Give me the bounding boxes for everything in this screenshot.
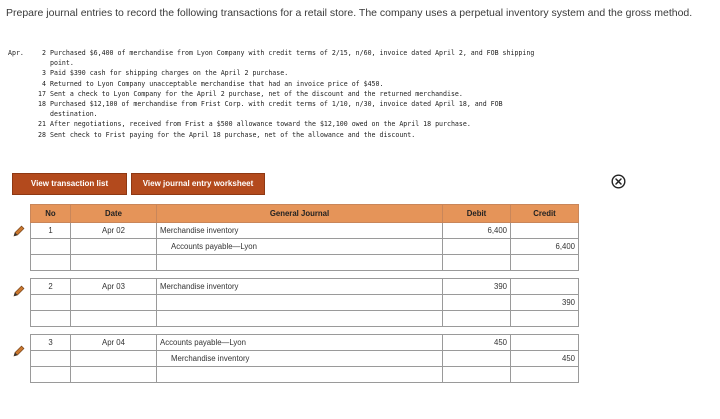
entry-number-cell bbox=[31, 255, 71, 271]
col-header-date: Date bbox=[71, 205, 157, 223]
transaction-month bbox=[8, 68, 32, 78]
transaction-day bbox=[32, 58, 50, 68]
credit-cell: 390 bbox=[511, 295, 579, 311]
transaction-line bbox=[8, 79, 712, 89]
close-icon[interactable] bbox=[611, 174, 626, 189]
debit-cell: 6,400 bbox=[443, 223, 511, 239]
entry-gap bbox=[31, 271, 579, 279]
edit-entry-pencil-icon[interactable] bbox=[12, 224, 26, 238]
transaction-day: 21 bbox=[38, 120, 46, 129]
transaction-text: Paid $390 cash for shipping charges on the April 2 purchase. bbox=[50, 69, 289, 78]
credit-cell bbox=[511, 223, 579, 239]
credit-cell bbox=[511, 367, 579, 383]
transaction-month bbox=[8, 89, 32, 99]
credit-cell bbox=[511, 335, 579, 351]
transaction-text: Sent a check to Lyon Company for the April 2 purchase, net of the discount and the returned merchandise. bbox=[50, 89, 463, 98]
entry-number-cell bbox=[31, 239, 71, 255]
transaction-text: Purchased $6,400 of merchandise from Lyon Company with credit terms of 2/15, n/60, invoice dated April 2, and FOB shipping bbox=[50, 49, 535, 57]
transaction-list bbox=[8, 48, 712, 140]
gap-cell bbox=[71, 327, 157, 335]
debit-cell bbox=[443, 367, 511, 383]
edit-entry-pencil-icon[interactable] bbox=[12, 344, 26, 358]
entry-date-cell bbox=[71, 295, 157, 311]
debit-cell bbox=[443, 351, 511, 367]
account-cell bbox=[157, 295, 443, 311]
credit-cell bbox=[511, 255, 579, 271]
table-row bbox=[31, 255, 579, 271]
view-transaction-list-button[interactable]: View transaction list bbox=[12, 173, 127, 195]
gap-cell bbox=[443, 271, 511, 279]
table-row bbox=[31, 279, 579, 295]
table-row bbox=[31, 335, 579, 351]
transaction-day: 28 bbox=[38, 130, 46, 139]
debit-cell: 390 bbox=[443, 279, 511, 295]
debit-cell bbox=[443, 311, 511, 327]
transaction-day: 17 bbox=[38, 89, 46, 98]
gap-cell bbox=[511, 327, 579, 335]
transaction-text: Purchased $12,100 of merchandise from Frist Corp. with credit terms of 1/10, n/30, invoice dated April 18, and FOB bbox=[50, 100, 503, 109]
account-cell: Accounts payable—Lyon bbox=[157, 335, 443, 351]
account-cell: Merchandise inventory bbox=[157, 279, 443, 295]
credit-cell: 450 bbox=[511, 351, 579, 367]
transaction-month bbox=[8, 130, 32, 140]
account-cell: Merchandise inventory bbox=[157, 223, 443, 239]
entry-date-cell: Apr 02 bbox=[71, 223, 157, 239]
transaction-month bbox=[8, 99, 32, 109]
transaction-month bbox=[8, 119, 32, 129]
col-header-debit: Debit bbox=[443, 205, 511, 223]
transaction-day: 3 bbox=[42, 69, 46, 78]
entry-number-cell bbox=[31, 295, 71, 311]
table-row bbox=[31, 351, 579, 367]
transaction-line bbox=[8, 48, 712, 58]
transaction-text: destination. bbox=[50, 110, 98, 119]
table-row bbox=[31, 367, 579, 383]
entry-date-cell bbox=[71, 255, 157, 271]
transaction-line bbox=[8, 130, 712, 140]
transaction-line bbox=[8, 99, 712, 109]
view-journal-entry-worksheet-button[interactable]: View journal entry worksheet bbox=[131, 173, 265, 195]
col-header-no: No bbox=[31, 205, 71, 223]
debit-cell bbox=[443, 255, 511, 271]
account-cell: Accounts payable—Lyon bbox=[157, 239, 443, 255]
transaction-line bbox=[8, 58, 712, 68]
debit-cell: 450 bbox=[443, 335, 511, 351]
debit-cell bbox=[443, 239, 511, 255]
transaction-day bbox=[32, 109, 50, 119]
entry-date-cell: Apr 03 bbox=[71, 279, 157, 295]
col-header-credit: Credit bbox=[511, 205, 579, 223]
transaction-day: 4 bbox=[42, 79, 46, 88]
table-row bbox=[31, 223, 579, 239]
transaction-line bbox=[8, 109, 712, 119]
entry-number-cell: 1 bbox=[31, 223, 71, 239]
entry-number-cell: 2 bbox=[31, 279, 71, 295]
gap-cell bbox=[157, 327, 443, 335]
transaction-text: Returned to Lyon Company unacceptable merchandise that had an invoice price of $450. bbox=[50, 79, 384, 88]
transaction-month bbox=[8, 58, 32, 68]
gap-cell bbox=[31, 271, 71, 279]
journal-table bbox=[30, 204, 579, 383]
transaction-line bbox=[8, 119, 712, 129]
credit-cell bbox=[511, 279, 579, 295]
table-header-row bbox=[31, 205, 579, 223]
entry-date-cell bbox=[71, 367, 157, 383]
credit-cell bbox=[511, 311, 579, 327]
entry-number-cell bbox=[31, 367, 71, 383]
edit-entry-pencil-icon[interactable] bbox=[12, 284, 26, 298]
entry-date-cell bbox=[71, 239, 157, 255]
gap-cell bbox=[31, 327, 71, 335]
transaction-text: Sent check to Frist paying for the April 18 purchase, net of the allowance and the discount. bbox=[50, 130, 416, 139]
transaction-line bbox=[8, 68, 712, 78]
account-cell bbox=[157, 367, 443, 383]
entry-date-cell bbox=[71, 351, 157, 367]
entry-date-cell bbox=[71, 311, 157, 327]
table-row bbox=[31, 295, 579, 311]
transaction-text: point. bbox=[50, 59, 74, 68]
transaction-day: 18 bbox=[38, 100, 46, 109]
gap-cell bbox=[443, 327, 511, 335]
gap-cell bbox=[71, 271, 157, 279]
transaction-text: After negotiations, received from Frist a $500 allowance toward the $12,100 owed on the April 18 purchase. bbox=[50, 120, 471, 129]
entry-date-cell: Apr 04 bbox=[71, 335, 157, 351]
entry-number-cell: 3 bbox=[31, 335, 71, 351]
account-cell bbox=[157, 311, 443, 327]
transaction-month bbox=[8, 109, 32, 119]
table-row bbox=[31, 239, 579, 255]
instructions-text: Prepare journal entries to record the following transactions for a retail store. The company uses a perpetual inventory system and the gross method. bbox=[6, 7, 693, 19]
entry-number-cell bbox=[31, 351, 71, 367]
col-header-general-journal: General Journal bbox=[157, 205, 443, 223]
gap-cell bbox=[511, 271, 579, 279]
credit-cell: 6,400 bbox=[511, 239, 579, 255]
transaction-day: 2 bbox=[42, 49, 46, 57]
entry-number-cell bbox=[31, 311, 71, 327]
entry-gap bbox=[31, 327, 579, 335]
transaction-month bbox=[8, 79, 32, 89]
account-cell: Merchandise inventory bbox=[157, 351, 443, 367]
table-row bbox=[31, 311, 579, 327]
transaction-month: Apr. bbox=[8, 49, 24, 57]
debit-cell bbox=[443, 295, 511, 311]
gap-cell bbox=[157, 271, 443, 279]
account-cell bbox=[157, 255, 443, 271]
transaction-line bbox=[8, 89, 712, 99]
